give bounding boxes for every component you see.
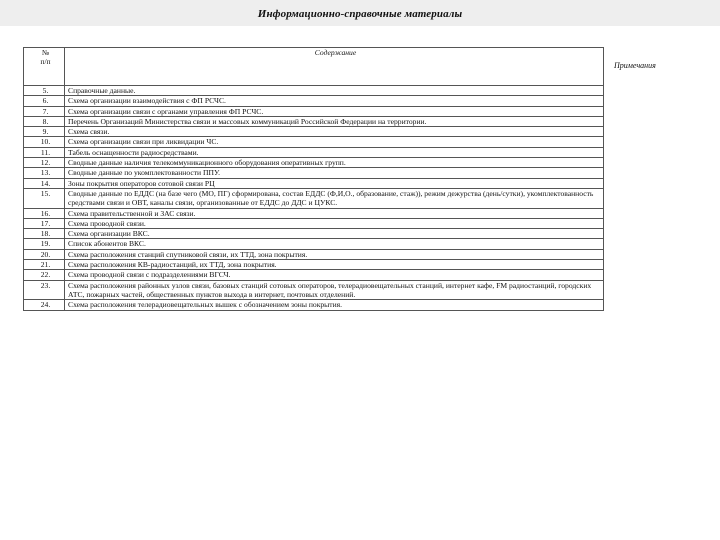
- table-header-row: [24, 48, 604, 86]
- row-number: 12.: [24, 158, 65, 168]
- row-content: Схема расположения станций спутниковой связи, их ТТД, зона покрытия.: [65, 249, 604, 259]
- table-row: [24, 208, 604, 218]
- row-number: 18.: [24, 229, 65, 239]
- row-number: 16.: [24, 208, 65, 218]
- table-row: [24, 178, 604, 188]
- table-row: [24, 147, 604, 157]
- row-content: Схема расположения КВ-радиостанций, их ТТД, зона покрытия.: [65, 260, 604, 270]
- table-row: [24, 188, 604, 208]
- row-content: Сводные данные по укомплектованности ППУ.: [65, 168, 604, 178]
- row-content: Схема правительственной и ЗАС связи.: [65, 208, 604, 218]
- table-row: [24, 260, 604, 270]
- table-row: [24, 137, 604, 147]
- table-row: [24, 229, 604, 239]
- table-row: [24, 158, 604, 168]
- row-content: Схема организации взаимодействия с ФП РСЧС.: [65, 96, 604, 106]
- row-content: Схема организации ВКС.: [65, 229, 604, 239]
- table-row: [24, 270, 604, 280]
- table-row: [24, 249, 604, 259]
- title-bar: [0, 0, 720, 26]
- table-row: [24, 86, 604, 96]
- row-content: Табель оснащенности радиосредствами.: [65, 147, 604, 157]
- row-number: 13.: [24, 168, 65, 178]
- row-content: Схема расположения телерадиовещательных вышек с обозначением зоны покрытия.: [65, 300, 604, 310]
- row-number: 21.: [24, 260, 65, 270]
- row-content: Справочные данные.: [65, 86, 604, 96]
- row-content: Схема организации связи при ликвидации ЧС.: [65, 137, 604, 147]
- table-row: [24, 280, 604, 300]
- table-row: [24, 96, 604, 106]
- row-number: 11.: [24, 147, 65, 157]
- row-number: 15.: [24, 188, 65, 208]
- row-number: 10.: [24, 137, 65, 147]
- row-number: 17.: [24, 218, 65, 228]
- row-number: 22.: [24, 270, 65, 280]
- number-sign: №: [41, 48, 50, 57]
- row-number: 9.: [24, 127, 65, 137]
- number-abbr: п/п: [40, 57, 51, 67]
- page-title: Информационно-справочные материалы: [257, 8, 463, 20]
- row-number: 5.: [24, 86, 65, 96]
- row-number: 14.: [24, 178, 65, 188]
- notes-column-header: Примечания: [614, 61, 656, 70]
- table-row: [24, 218, 604, 228]
- row-number: 24.: [24, 300, 65, 310]
- table-row: [24, 300, 604, 310]
- row-number: 6.: [24, 96, 65, 106]
- content-column-header: Содержание: [65, 48, 604, 86]
- row-content: Сводные данные наличия телекоммуникационного оборудования оперативных групп.: [65, 158, 604, 168]
- row-number: 20.: [24, 249, 65, 259]
- table-row: [24, 239, 604, 249]
- row-number: 23.: [24, 280, 65, 300]
- table-row: [24, 116, 604, 126]
- table-row: [24, 106, 604, 116]
- row-content: Схема связи.: [65, 127, 604, 137]
- row-number: 19.: [24, 239, 65, 249]
- row-content: Список абонентов ВКС.: [65, 239, 604, 249]
- row-number: 8.: [24, 116, 65, 126]
- row-number: 7.: [24, 106, 65, 116]
- number-column-header: [24, 48, 65, 86]
- row-content: Схема организации связи с органами управления ФП РСЧС.: [65, 106, 604, 116]
- row-content: Схема расположения районных узлов связи, базовых станций сотовых операторов, телерадиовещательных станций, интернет кафе, FM радиостанций, городских АТС, пожарных частей, общественных пунктов выхода в интернет, почтовых отделений.: [65, 280, 604, 300]
- table-row: [24, 127, 604, 137]
- materials-table: [23, 47, 604, 311]
- row-content: Схема проводной связи с подразделениями ВГСЧ.: [65, 270, 604, 280]
- row-content: Схема проводной связи.: [65, 218, 604, 228]
- row-content: Зоны покрытия операторов сотовой связи РЦ: [65, 178, 604, 188]
- row-content: Перечень Организаций Министерства связи и массовых коммуникаций Российской Федерации на территории.: [65, 116, 604, 126]
- table-row: [24, 168, 604, 178]
- row-content: Сводные данные по ЕДДС (на базе чего (МО, ПГ) сформирована, состав ЕДДС (Ф,И,О., образование, стаж)), режим дежурства (день/сутки), укомплектованность средствами связи и ОВТ, каналы связи, организованные от ЕДДС до ДДС и ЦУКС.: [65, 188, 604, 208]
